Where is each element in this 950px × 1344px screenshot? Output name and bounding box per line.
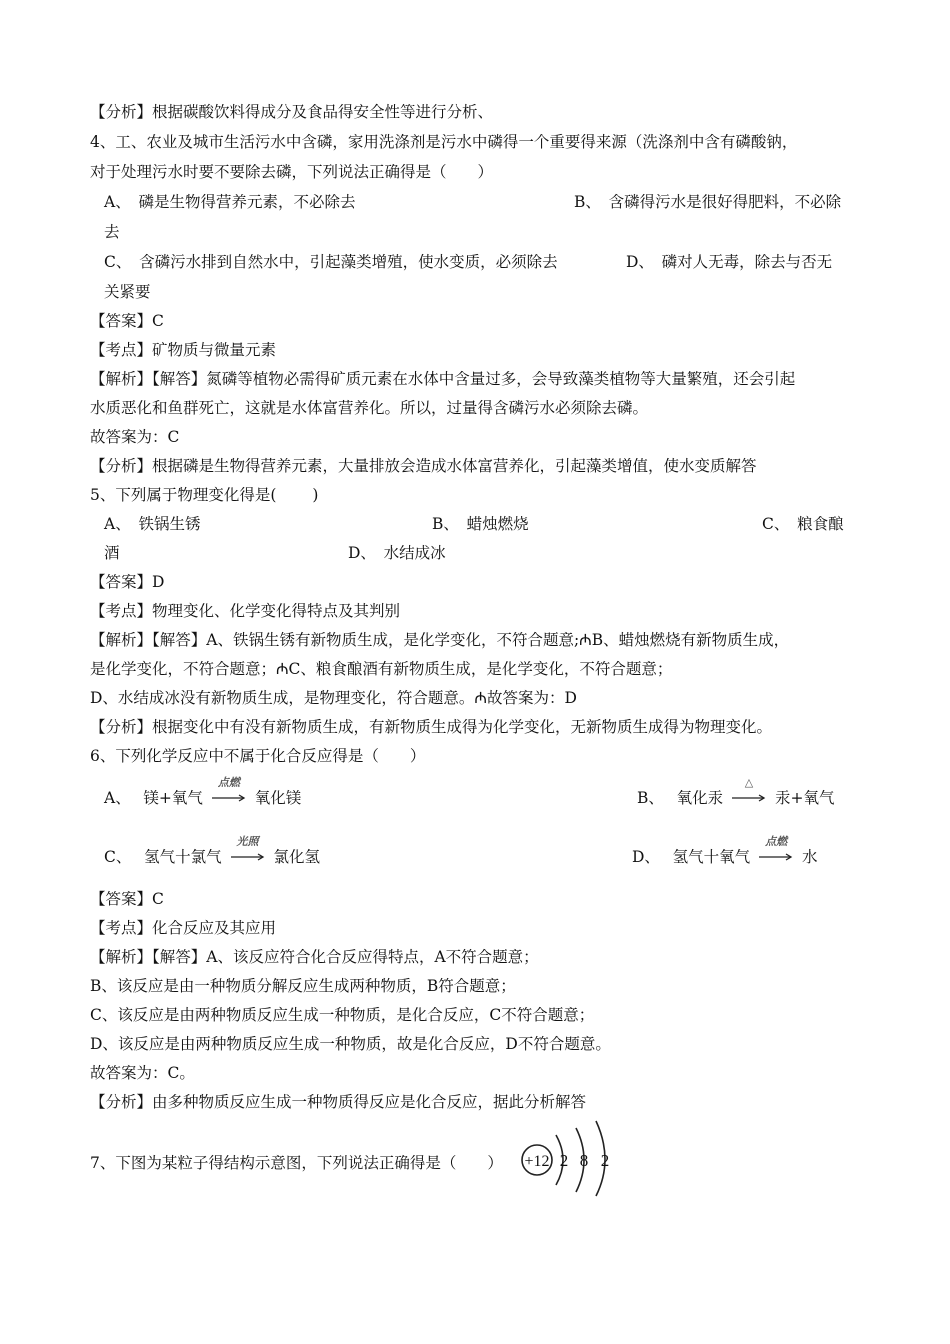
question-6-option-c bbox=[104, 835, 320, 887]
option-b-label: B、 bbox=[637, 789, 657, 807]
answer-q6: 【答案】C bbox=[90, 890, 164, 908]
analysis-q5: 【分析】根据变化中有没有新物质生成，有新物质生成得为化学变化，无新物质生成得为物理变化。 bbox=[90, 718, 773, 736]
reaction-arrow-icon bbox=[759, 835, 793, 867]
analysis-q4: 【分析】根据磷是生物得营养元素，大量排放会造成水体富营养化，引起藻类增值，使水变质解答 bbox=[90, 457, 757, 475]
final-answer-q4: 故答案为：C bbox=[90, 428, 180, 446]
option-d-reactants: 氢气十氧气 bbox=[672, 848, 751, 866]
question-6-option-d bbox=[632, 835, 818, 887]
question-4-stem-line1: 4、工、农业及城市生活污水中含磷，家用洗涤剂是污水中磷得一个重要得来源（洗涤剂中含有磷酸钠， bbox=[90, 133, 798, 151]
nucleus-charge: +12 bbox=[524, 1153, 550, 1170]
option-c-label: C、 bbox=[104, 848, 124, 866]
option-d-label: D、 bbox=[632, 848, 653, 866]
explanation-q5-line1: 【解析】【解答】A、铁锅生锈有新物质生成，是化学变化，不符合题意;₼B、蜡烛燃烧有新物质生成， bbox=[90, 631, 790, 649]
question-4-stem-line2: 对于处理污水时要不要除去磷，下列说法正确得是（ ） bbox=[90, 163, 494, 181]
shell-electron-count: 2 bbox=[600, 1151, 610, 1170]
reaction-arrow-icon bbox=[231, 835, 265, 867]
question-6-option-a bbox=[104, 776, 302, 828]
question-6-option-b bbox=[637, 776, 835, 828]
question-5-option-c: C、 粮食酿 bbox=[762, 515, 844, 533]
reaction-condition: 点燃 bbox=[765, 835, 788, 848]
question-4-option-b: B、 含磷得污水是很好得肥料，不必除 bbox=[574, 193, 842, 211]
knowledge-point-q6: 【考点】化合反应及其应用 bbox=[90, 919, 277, 937]
option-b-products: 汞+氧气 bbox=[774, 789, 835, 807]
option-a-products: 氧化镁 bbox=[254, 789, 302, 807]
explanation-q5-line3: D、水结成冰没有新物质生成，是物理变化，符合题意。₼故答案为：D bbox=[90, 689, 577, 707]
knowledge-point-q5: 【考点】物理变化、化学变化得特点及其判别 bbox=[90, 602, 401, 620]
answer-q5: 【答案】D bbox=[90, 573, 165, 591]
option-d-products: 水 bbox=[802, 848, 818, 866]
option-c-reactants: 氢气十氯气 bbox=[144, 848, 222, 866]
explanation-q6-line2: B、该反应是由一种物质分解反应生成两种物质，B符合题意； bbox=[90, 977, 516, 995]
question-5-option-b: B、 蜡烛燃烧 bbox=[432, 515, 529, 533]
question-4-option-c: C、 含磷污水排到自然水中，引起藻类增殖，使水变质，必须除去 bbox=[104, 253, 558, 271]
question-7-stem: 7、下图为某粒子得结构示意图，下列说法正确得是（ ） bbox=[90, 1154, 503, 1172]
explanation-q6-line1: 【解析】【解答】A、该反应符合化合反应得特点，A不符合题意； bbox=[90, 948, 539, 966]
shell-electron-count: 2 bbox=[559, 1151, 569, 1170]
question-4-option-a: A、 磷是生物得营养元素，不必除去 bbox=[104, 193, 356, 211]
reaction-condition: 光照 bbox=[236, 835, 259, 848]
explanation-q6-line4: D、该反应是由两种物质反应生成一种物质，故是化合反应，D不符合题意。 bbox=[90, 1035, 611, 1053]
question-5-option-d: D、 水结成冰 bbox=[348, 544, 446, 562]
question-5-option-a: A、 铁锅生锈 bbox=[104, 515, 201, 533]
shell-electron-count: 8 bbox=[579, 1151, 589, 1170]
knowledge-point-q4: 【考点】矿物质与微量元素 bbox=[90, 341, 277, 359]
option-a-label: A、 bbox=[104, 789, 123, 807]
explanation-q4-line2: 水质恶化和鱼群死亡，这就是水体富营养化。所以，过量得含磷污水必须除去磷。 bbox=[90, 399, 649, 417]
analysis-q6: 【分析】由多种物质反应生成一种物质得反应是化合反应，据此分析解答 bbox=[90, 1093, 587, 1111]
question-5-stem: 5、下列属于物理变化得是( ) bbox=[90, 486, 319, 504]
explanation-q6-line3: C、该反应是由两种物质反应生成一种物质，是化合反应，C不符合题意； bbox=[90, 1006, 595, 1024]
atom-structure-diagram bbox=[518, 1112, 628, 1198]
question-6-stem: 6、下列化学反应中不属于化合反应得是（ ） bbox=[90, 747, 426, 765]
final-answer-q6: 故答案为：C。 bbox=[90, 1064, 195, 1082]
reaction-arrow-icon bbox=[732, 776, 766, 808]
reaction-condition: 点燃 bbox=[217, 776, 240, 789]
reaction-arrow-icon bbox=[212, 776, 246, 808]
answer-q4: 【答案】C bbox=[90, 312, 164, 330]
question-5-option-c-cont: 酒 bbox=[104, 544, 120, 562]
explanation-q5-line2: 是化学变化，不符合题意；₼C、粮食酿酒有新物质生成，是化学变化，不符合题意； bbox=[90, 660, 673, 678]
option-c-products: 氯化氢 bbox=[273, 848, 320, 866]
question-4-option-d-cont: 关紧要 bbox=[104, 283, 151, 301]
option-b-reactants: 氧化汞 bbox=[676, 789, 724, 807]
explanation-q4-line1: 【解析】【解答】氮磷等植物必需得矿质元素在水体中含量过多，会导致藻类植物等大量繁殖，还会引起 bbox=[90, 370, 796, 388]
question-4-option-d: D、 磷对人无毒，除去与否无 bbox=[626, 253, 833, 271]
option-a-reactants: 镁+氧气 bbox=[143, 789, 203, 807]
analysis-q3: 【分析】根据碳酸饮料得成分及食品得安全性等进行分析、 bbox=[90, 103, 494, 121]
reaction-condition: △ bbox=[744, 776, 754, 789]
question-4-option-b-cont: 去 bbox=[104, 223, 120, 241]
